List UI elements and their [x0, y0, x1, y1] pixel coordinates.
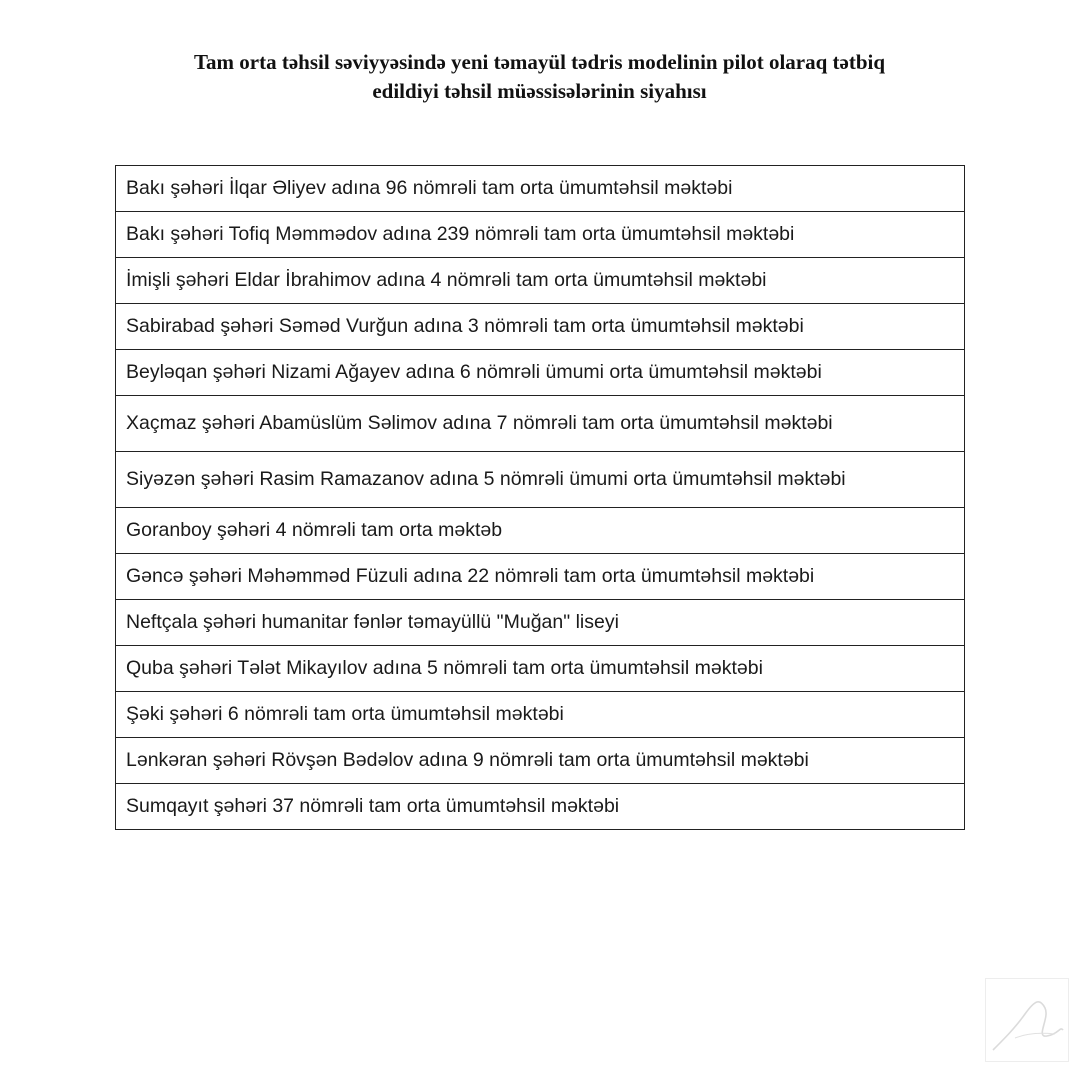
document-title-line-1: Tam orta təhsil səviyyəsində yeni təmayül tədris modelinin pilot olaraq tətbiq [193, 50, 886, 74]
table-row [116, 554, 965, 600]
table-row [116, 692, 965, 738]
table-row [116, 646, 965, 692]
table-row [116, 396, 965, 452]
document-title [100, 48, 979, 106]
table-row [116, 784, 965, 830]
school-cell: Neftçala şəhəri humanitar fənlər təmayüllü "Muğan" liseyi [116, 600, 965, 646]
table-row [116, 452, 965, 508]
table-row [116, 350, 965, 396]
school-cell: Goranboy şəhəri 4 nömrəli tam orta məktəb [116, 508, 965, 554]
school-cell: Quba şəhəri Tələt Mikayılov adına 5 nömrəli tam orta ümumtəhsil məktəbi [116, 646, 965, 692]
school-cell: Bakı şəhəri Tofiq Məmmədov adına 239 nömrəli tam orta ümumtəhsil məktəbi [116, 212, 965, 258]
school-cell: Sabirabad şəhəri Səməd Vurğun adına 3 nömrəli tam orta ümumtəhsil məktəbi [116, 304, 965, 350]
school-cell: Şəki şəhəri 6 nömrəli tam orta ümumtəhsil məktəbi [116, 692, 965, 738]
document-title-line-2: edildiyi təhsil müəssisələrinin siyahısı [372, 79, 707, 103]
table-row [116, 738, 965, 784]
school-cell: Xaçmaz şəhəri Abamüslüm Səlimov adına 7 nömrəli tam orta ümumtəhsil məktəbi [116, 396, 965, 452]
signature-watermark [985, 978, 1069, 1062]
school-cell: Siyəzən şəhəri Rasim Ramazanov adına 5 nömrəli ümumi orta ümumtəhsil məktəbi [116, 452, 965, 508]
school-cell: Gəncə şəhəri Məhəmməd Füzuli adına 22 nömrəli tam orta ümumtəhsil məktəbi [116, 554, 965, 600]
table-row [116, 166, 965, 212]
table-row [116, 600, 965, 646]
school-cell: Beyləqan şəhəri Nizami Ağayev adına 6 nömrəli ümumi orta ümumtəhsil məktəbi [116, 350, 965, 396]
table-row [116, 508, 965, 554]
school-cell: Sumqayıt şəhəri 37 nömrəli tam orta ümumtəhsil məktəbi [116, 784, 965, 830]
school-cell: İmişli şəhəri Eldar İbrahimov adına 4 nömrəli tam orta ümumtəhsil məktəbi [116, 258, 965, 304]
school-cell: Lənkəran şəhəri Rövşən Bədəlov adına 9 nömrəli tam orta ümumtəhsil məktəbi [116, 738, 965, 784]
schools-table [115, 165, 965, 830]
table-row [116, 212, 965, 258]
school-cell: Bakı şəhəri İlqar Əliyev adına 96 nömrəli tam orta ümumtəhsil məktəbi [116, 166, 965, 212]
table-row [116, 304, 965, 350]
table-row [116, 258, 965, 304]
